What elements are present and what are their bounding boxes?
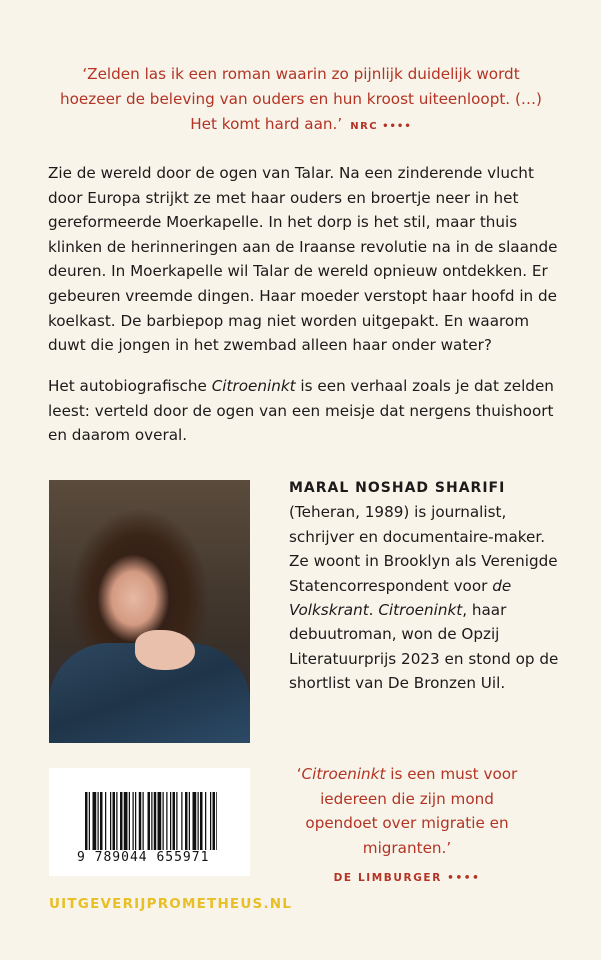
barcode-bars (85, 792, 217, 850)
book-title: Citroeninkt (378, 601, 463, 620)
barcode-bar (185, 792, 188, 850)
top-review-quote (56, 62, 546, 139)
barcode-bar (176, 792, 177, 850)
quote-source: NRC (350, 121, 379, 132)
isbn-number: 9 789044 655971 (77, 850, 210, 865)
barcode-bar (89, 792, 90, 850)
barcode-bar (124, 792, 128, 850)
quote-source: DE LIMBURGER (333, 872, 442, 884)
book-title: Citroeninkt (301, 765, 386, 783)
barcode-bar (120, 792, 123, 850)
barcode-bar (205, 792, 206, 850)
barcode-bar (154, 792, 157, 850)
barcode-bar (193, 792, 197, 850)
bio-text: . (368, 601, 379, 620)
barcode-bar (158, 792, 162, 850)
barcode-bar (133, 792, 134, 850)
barcode-bar (216, 792, 217, 850)
blurb-text: is een verhaal zoals je dat zelden leest: verteld door de ogen van een meisje dat nergens thuishoort en daarom overal. (48, 377, 554, 445)
barcode-bar (210, 792, 211, 850)
barcode-bar (189, 792, 190, 850)
bio-text: , haar debuutroman, won de Opzij Literatuurprijs 2023 en stond op de shortlist van De Bronzen Uil. (289, 601, 559, 693)
barcode-bar (148, 792, 151, 850)
barcode-bar (105, 792, 106, 850)
author-name: MARAL NOSHAD SHARIFI (289, 480, 506, 496)
barcode-bar (173, 792, 176, 850)
quote-text: is een must voor iedereen die zijn mond opendoet over migratie en migranten. (305, 765, 518, 857)
bottom-review-quote (294, 762, 520, 891)
quote-open-mark: ‘ (296, 765, 302, 783)
barcode-bar (100, 792, 103, 850)
quote-close-mark: ’ (446, 838, 452, 857)
barcode-bar (93, 792, 97, 850)
isbn-barcode (49, 768, 250, 876)
barcode-bar (198, 792, 199, 850)
barcode-bar (213, 792, 216, 850)
photo-hands (135, 630, 195, 670)
bio-text: (Teheran, 1989) is journalist, schrijver en documentaire-maker. Ze woont in Brooklyn als Verenigde Statencorrespondent voor (289, 503, 558, 595)
book-title: Citroeninkt (211, 377, 296, 395)
barcode-bar (170, 792, 171, 850)
barcode-bar (113, 792, 116, 850)
barcode-bar (129, 792, 130, 850)
blurb-text: Het autobiografische (48, 377, 212, 395)
newspaper-title: de Volkskrant (289, 576, 512, 620)
barcode-bar (85, 792, 88, 850)
quote-source-line (294, 866, 520, 891)
author-bio (289, 475, 569, 696)
quote-close-mark: ’ (337, 115, 343, 133)
barcode-bar (110, 792, 111, 850)
rating-dots: •••• (447, 872, 481, 884)
barcode-bar (143, 792, 144, 850)
barcode-bar (116, 792, 117, 850)
quote-text: Zelden las ik een roman waarin zo pijnlijk duidelijk wordt hoezeer de beleving van ouders en hun kroost uiteenloopt. (…) Het komt hard aan. (60, 65, 542, 133)
blurb-paragraph-2 (48, 374, 568, 448)
barcode-bar (139, 792, 142, 850)
publisher-website[interactable]: UITGEVERIJPROMETHEUS.NL (49, 896, 293, 912)
rating-dots: •••• (382, 121, 412, 132)
barcode-bar (135, 792, 136, 850)
barcode-bar (181, 792, 182, 850)
barcode-bar (200, 792, 203, 850)
author-photo (49, 480, 250, 743)
quote-open-mark: ‘ (82, 65, 88, 83)
barcode-bar (98, 792, 99, 850)
blurb-paragraph-1: Zie de wereld door de ogen van Talar. Na een zinderende vlucht door Europa strijkt ze met haar ouders en broertje neer in het gereformeerde Moerkapelle. In het dorp is het stil, maar thuis klinken de herinneringen aan de Iraanse revolutie na in de slaande deuren. In Moerkapelle wil Talar de wereld opnieuw ontdekken. Er gebeuren vreemde dingen. Haar moeder verstopt haar hoofd in de koelkast. De barbiepop mag niet worden uitgepakt. En waarom duwt die jongen in het zwembad alleen haar onder water? (48, 164, 558, 355)
barcode-bar (163, 792, 164, 850)
barcode-bar (166, 792, 167, 850)
barcode-bar (151, 792, 152, 850)
